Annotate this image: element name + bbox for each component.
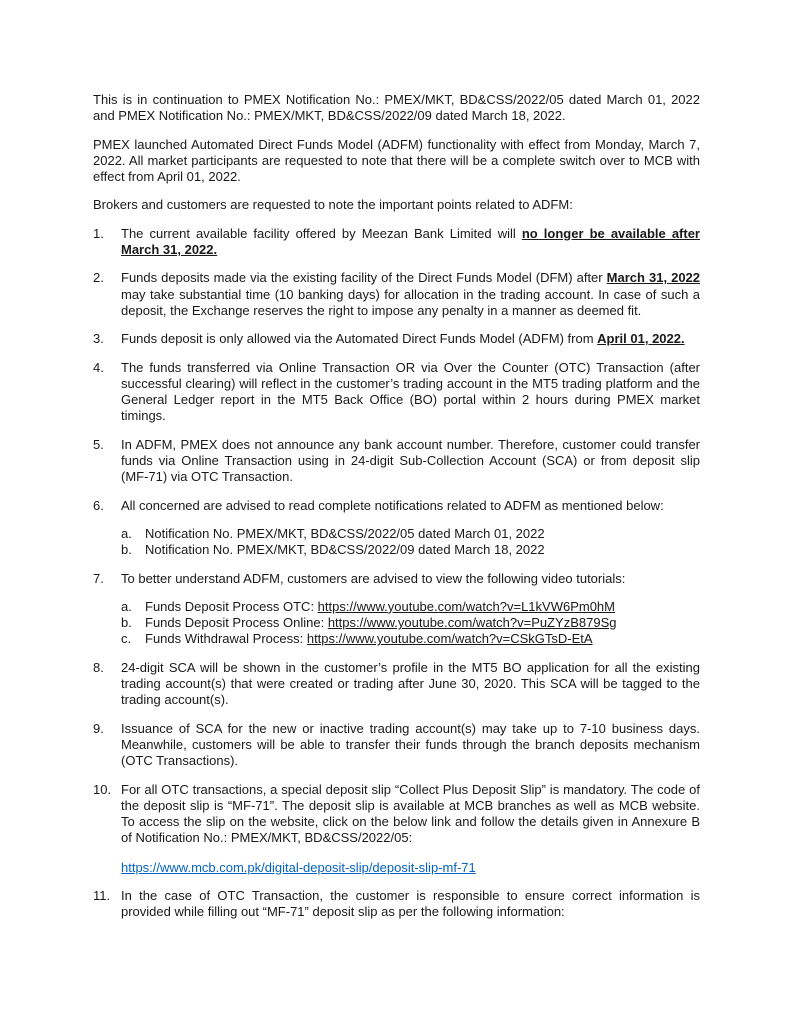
sub-list-item [121,599,700,615]
list-item-number: 6. [93,497,104,513]
list-item [93,782,700,876]
sub-list-item-letter: a. [121,598,132,614]
text-run: Funds Deposit Process Online: [145,615,328,631]
sub-list-item-text [145,526,700,542]
list-item-number: 5. [93,436,104,452]
list-item [93,331,700,347]
list-item-content [121,660,700,709]
list-item-content [121,360,700,425]
list-item-number: 1. [93,225,104,241]
list-item-content [121,782,700,876]
paragraph [93,197,700,213]
list-item [93,270,700,319]
list-item [93,888,700,921]
list-item-text [121,721,700,770]
text-run: may take substantial time (10 banking days) for allocation in the trading account. In case of such a deposit, the Exchange reserves the right to impose any penalty in a manner as deemed fit. [121,286,700,318]
emphasized-text: April 01, 2022. [597,331,685,347]
list-item-text [121,888,700,921]
list-item [93,660,700,709]
sub-list-item-text [145,615,700,631]
list-item-content [121,498,700,559]
list-item-number: 11. [93,887,111,903]
list-item-content [121,721,700,770]
sub-list-item-text [145,542,700,558]
text-run: All concerned are advised to read complete notifications related to ADFM as mentioned below: [121,497,664,513]
list-item-text [121,498,700,514]
standalone-link-line [121,860,700,876]
list-item-number: 4. [93,359,104,375]
list-item-text [121,782,700,847]
list-item [93,226,700,259]
list-item [93,498,700,559]
list-item-text [121,226,700,259]
text-run: In ADFM, PMEX does not announce any bank account number. Therefore, customer could transfer funds via Online Transaction using in 24-digit Sub-Collection Account (SCA) or from deposit slip (MF-71) via OTC Transaction. [121,436,700,485]
hyperlink[interactable]: https://www.youtube.com/watch?v=CSkGTsD-EtA [306,631,593,647]
text-run: For all OTC transactions, a special deposit slip “Collect Plus Deposit Slip” is mandatory. The code of the deposit slip is “MF-71”. The deposit slip is available at MCB branches as well as MCB website. To access the slip on the website, click on the below link and follow the details given in Annexure B of Notification No.: PMEX/MKT, BD&CSS/2022/05: [121,781,700,846]
list-item-number: 2. [93,270,104,286]
list-item [93,721,700,770]
list-item-number: 8. [93,659,104,675]
list-item-text [121,437,700,486]
list-item-text [121,660,700,709]
sub-list-item-text [145,599,700,615]
sub-list-item [121,542,700,558]
text-run: Funds Withdrawal Process: [145,631,307,647]
text-run: The funds transferred via Online Transaction OR via Over the Counter (OTC) Transaction (after successful clearing) will reflect in the customer’s trading account in the MT5 trading platform and the General Ledger report in the MT5 Back Office (BO) portal within 2 hours during PMEX market timings. [121,359,700,424]
sub-list-item-letter: b. [121,615,132,631]
sub-list-item-letter: a. [121,525,132,541]
text-run: Notification No. PMEX/MKT, BD&CSS/2022/05 dated March 01, 2022 [145,525,545,541]
text-run: The current available facility offered by Meezan Bank Limited will [121,225,522,241]
emphasized-text: March 31, 2022 [606,270,701,286]
text-run: Brokers and customers are requested to note the important points related to ADFM: [93,197,573,213]
list-item-text [121,331,700,347]
list-item [93,360,700,425]
sub-list [121,599,700,648]
list-item-text [121,360,700,425]
sub-list-item [121,631,700,647]
sub-list-item-letter: c. [121,631,132,647]
text-run: To better understand ADFM, customers are advised to view the following video tutorials: [121,570,626,586]
hyperlink[interactable]: https://www.youtube.com/watch?v=L1kVW6Pm0hM [317,598,615,614]
text-run: Funds deposit is only allowed via the Automated Direct Funds Model (ADFM) from [121,331,598,347]
list-item [93,437,700,486]
list-item-content [121,270,700,319]
hyperlink[interactable]: https://www.mcb.com.pk/digital-deposit-slip/deposit-slip-mf-71 [121,859,476,875]
paragraph [93,92,700,125]
list-item-number: 3. [93,331,104,347]
list-item [93,571,700,648]
emphasized-text: no longer be available after March 31, 2022. [121,225,700,258]
sub-list [121,526,700,559]
list-item-number: 7. [93,570,104,586]
list-item-content [121,571,700,648]
text-run: This is in continuation to PMEX Notification No.: PMEX/MKT, BD&CSS/2022/05 dated March 01, 2022 and PMEX Notification No.: PMEX/MKT, BD&CSS/2022/09 dated March 18, 2022. [93,92,700,124]
list-item-number: 9. [93,720,104,736]
list-item-content [121,226,700,259]
text-run: Notification No. PMEX/MKT, BD&CSS/2022/09 dated March 18, 2022 [145,542,545,558]
list-item-text [121,270,700,319]
list-item-text [121,571,700,587]
text-run: Funds Deposit Process OTC: [145,598,318,614]
sub-list-item [121,615,700,631]
list-item-number: 10. [93,781,112,797]
sub-list-item [121,526,700,542]
text-run: Funds deposits made via the existing facility of the Direct Funds Model (DFM) after [121,270,607,286]
list-item-content [121,331,700,347]
list-item-content [121,437,700,486]
text-run: In the case of OTC Transaction, the customer is responsible to ensure correct information is provided while filling out “MF-71” deposit slip as per the following information: [121,887,700,920]
text-run: 24-digit SCA will be shown in the customer’s profile in the MT5 BO application for all the existing trading account(s) that were created or trading after June 30, 2020. This SCA will be tagged to the trading account(s). [121,659,700,708]
sub-list-item-text [145,631,700,647]
document-body [93,92,700,921]
sub-list-item-letter: b. [121,542,132,558]
hyperlink[interactable]: https://www.youtube.com/watch?v=PuZYzB879Sg [327,615,617,631]
text-run: PMEX launched Automated Direct Funds Model (ADFM) functionality with effect from Monday, March 7, 2022. All market participants are requested to note that there will be a complete switch over to MCB with effect from April 01, 2022. [93,136,700,185]
paragraph [93,137,700,186]
list-item-content [121,888,700,921]
text-run: Issuance of SCA for the new or inactive trading account(s) may take up to 7-10 business days. Meanwhile, customers will be able to transfer their funds through the branch deposits mechanism (OTC Transactions). [121,720,700,769]
